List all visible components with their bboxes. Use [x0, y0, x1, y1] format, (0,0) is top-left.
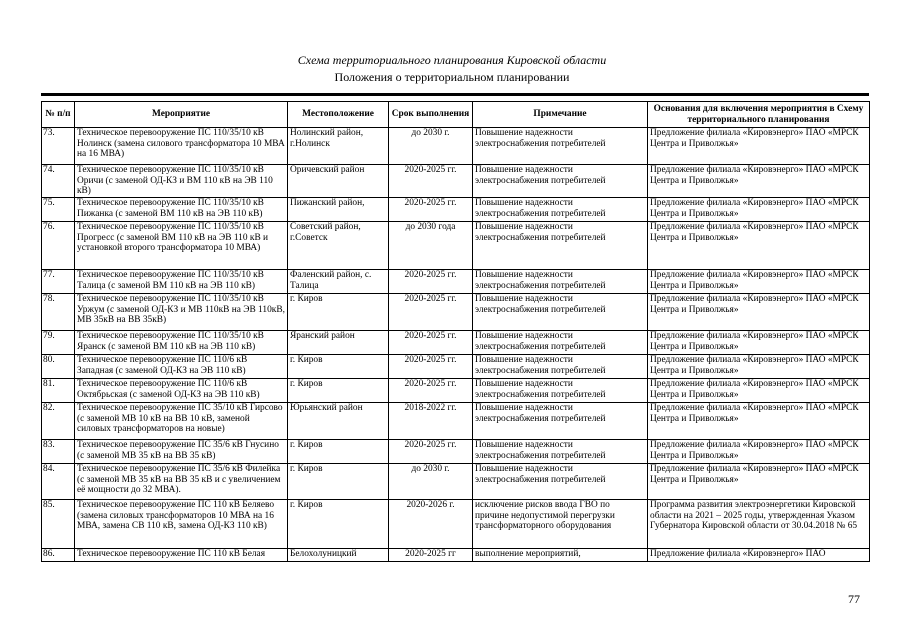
event-cell: Техническое перевооружение ПС 110/6 кВ Западная (с заменой ОД-КЗ на ЭВ 110 кВ) [75, 355, 288, 379]
row-number: 75. [42, 198, 75, 222]
event-cell: Техническое перевооружение ПС 110/35/10 кВ Пижанка (с заменой ВМ 110 кВ на ЭВ 110 кВ) [75, 198, 288, 222]
table-row [42, 128, 870, 165]
table-row [42, 331, 870, 355]
event-cell: Техническое перевооружение ПС 35/6 кВ Гнусино (с заменой МВ 35 кВ на ВВ 35 кВ) [75, 440, 288, 464]
term-cell: 2020-2025 гг. [389, 270, 473, 294]
location-cell: г. Киров [288, 379, 389, 403]
row-number: 81. [42, 379, 75, 403]
basis-cell: Предложение филиала «Кировэнерго» ПАО «МРСК Центра и Приволжья» [648, 403, 870, 440]
basis-cell: Программа развития электроэнергетики Кировской области на 2021 – 2025 годы, утвержденная Указом Губернатора Кировской области от 30.04.2018 № 65 [648, 500, 870, 549]
term-cell: 2020-2025 гг. [389, 198, 473, 222]
event-cell: Техническое перевооружение ПС 110/35/10 кВ Уржум (с заменой ОД-КЗ и МВ 110кВ на ЭВ 110кВ, МВ 35кВ на ВВ 35кВ) [75, 294, 288, 331]
table-row [42, 165, 870, 198]
term-cell: 2020-2025 гг. [389, 165, 473, 198]
event-cell: Техническое перевооружение ПС 110/35/10 кВ Талица (с заменой ВМ 110 кВ на ЭВ 110 кВ) [75, 270, 288, 294]
basis-cell: Предложение филиала «Кировэнерго» ПАО «МРСК Центра и Приволжья» [648, 222, 870, 270]
location-cell: Нолинский район, г.Нолинск [288, 128, 389, 165]
table-row [42, 403, 870, 440]
note-cell: Повышение надежности электроснабжения потребителей [473, 270, 648, 294]
row-number: 73. [42, 128, 75, 165]
term-cell: 2020-2025 гг [389, 549, 473, 562]
col-header-location: Местоположение [288, 102, 389, 128]
location-cell: Белохолуницкий [288, 549, 389, 562]
table-row [42, 500, 870, 549]
table-row [42, 222, 870, 270]
note-cell: Повышение надежности электроснабжения потребителей [473, 198, 648, 222]
location-cell: г. Киров [288, 464, 389, 500]
term-cell: 2020-2025 гг. [389, 331, 473, 355]
row-number: 78. [42, 294, 75, 331]
basis-cell: Предложение филиала «Кировэнерго» ПАО «МРСК Центра и Приволжья» [648, 464, 870, 500]
location-cell: г. Киров [288, 294, 389, 331]
term-cell: 2020-2026 г. [389, 500, 473, 549]
note-cell: Повышение надежности электроснабжения потребителей [473, 403, 648, 440]
location-cell: Пижанский район, [288, 198, 389, 222]
note-cell: Повышение надежности электроснабжения потребителей [473, 128, 648, 165]
location-cell: Яранский район [288, 331, 389, 355]
basis-cell: Предложение филиала «Кировэнерго» ПАО «МРСК Центра и Приволжья» [648, 355, 870, 379]
page-number: 77 [848, 592, 860, 606]
term-cell: 2020-2025 гг. [389, 379, 473, 403]
event-cell: Техническое перевооружение ПС 35/6 кВ Филейка (с заменой МВ 35 кВ на ВВ 35 кВ и с увеличением её мощности до 32 МВА). [75, 464, 288, 500]
basis-cell: Предложение филиала «Кировэнерго» ПАО «МРСК Центра и Приволжья» [648, 379, 870, 403]
table-row [42, 270, 870, 294]
row-number: 85. [42, 500, 75, 549]
basis-cell: Предложение филиала «Кировэнерго» ПАО «МРСК Центра и Приволжья» [648, 331, 870, 355]
col-header-number: № п/п [42, 102, 75, 128]
term-cell: до 2030 года [389, 222, 473, 270]
col-header-basis: Основания для включения мероприятия в Схему территориального планирования [648, 102, 870, 128]
event-cell: Техническое перевооружение ПС 110/35/10 кВ Оричи (с заменой ОД-КЗ и ВМ 110 кВ на ЭВ 110 кВ) [75, 165, 288, 198]
event-cell: Техническое перевооружение ПС 110 кВ Беляево (замена силовых трансформаторов 10 МВА на 16 МВА, замена СВ 110 кВ, замена ОД-КЗ 110 кВ) [75, 500, 288, 549]
location-cell: г. Киров [288, 355, 389, 379]
event-cell: Техническое перевооружение ПС 110/6 кВ Октябрьская (с заменой ОД-КЗ на ЭВ 110 кВ) [75, 379, 288, 403]
event-cell: Техническое перевооружение ПС 110/35/10 кВ Нолинск (замена силового трансформатора 10 МВА на 16 МВА) [75, 128, 288, 165]
note-cell: Повышение надежности электроснабжения потребителей [473, 222, 648, 270]
note-cell: Повышение надежности электроснабжения потребителей [473, 464, 648, 500]
note-cell: выполнение мероприятий, [473, 549, 648, 562]
event-cell: Техническое перевооружение ПС 110/35/10 кВ Прогресс (с заменой ВМ 110 кВ на ЭВ 110 кВ и установкой второго трансформатора 10 МВА) [75, 222, 288, 270]
header-rule [41, 93, 869, 96]
row-number: 77. [42, 270, 75, 294]
term-cell: 2018-2022 гг. [389, 403, 473, 440]
basis-cell: Предложение филиала «Кировэнерго» ПАО «МРСК Центра и Приволжья» [648, 270, 870, 294]
location-cell: г. Киров [288, 440, 389, 464]
row-number: 83. [42, 440, 75, 464]
note-cell: Повышение надежности электроснабжения потребителей [473, 294, 648, 331]
row-number: 86. [42, 549, 75, 562]
note-cell: Повышение надежности электроснабжения потребителей [473, 355, 648, 379]
location-cell: Юрьянский район [288, 403, 389, 440]
row-number: 82. [42, 403, 75, 440]
event-cell: Техническое перевооружение ПС 110 кВ Белая [75, 549, 288, 562]
note-cell: Повышение надежности электроснабжения потребителей [473, 440, 648, 464]
note-cell: Повышение надежности электроснабжения потребителей [473, 379, 648, 403]
basis-cell: Предложение филиала «Кировэнерго» ПАО «МРСК Центра и Приволжья» [648, 198, 870, 222]
basis-cell: Предложение филиала «Кировэнерго» ПАО «МРСК Центра и Приволжья» [648, 294, 870, 331]
row-number: 84. [42, 464, 75, 500]
event-cell: Техническое перевооружение ПС 110/35/10 кВ Яранск (с заменой ВМ 110 кВ на ЭВ 110 кВ) [75, 331, 288, 355]
note-cell: Повышение надежности электроснабжения потребителей [473, 331, 648, 355]
basis-cell: Предложение филиала «Кировэнерго» ПАО «МРСК Центра и Приволжья» [648, 165, 870, 198]
table-row [42, 294, 870, 331]
note-cell: Повышение надежности электроснабжения потребителей [473, 165, 648, 198]
term-cell: 2020-2025 гг. [389, 294, 473, 331]
location-cell: Оричевский район [288, 165, 389, 198]
document-subtitle: Положения о территориальном планировании [334, 70, 570, 84]
basis-cell: Предложение филиала «Кировэнерго» ПАО «МРСК Центра и Приволжья» [648, 440, 870, 464]
row-number: 74. [42, 165, 75, 198]
term-cell: до 2030 г. [389, 464, 473, 500]
table-row [42, 440, 870, 464]
table-row [42, 464, 870, 500]
row-number: 79. [42, 331, 75, 355]
row-number: 80. [42, 355, 75, 379]
basis-cell: Предложение филиала «Кировэнерго» ПАО «МРСК Центра и Приволжья» [648, 128, 870, 165]
location-cell: г. Киров [288, 500, 389, 549]
basis-cell: Предложение филиала «Кировэнерго» ПАО [648, 549, 870, 562]
col-header-term: Срок выполнения [389, 102, 473, 128]
table-row [42, 198, 870, 222]
col-header-event: Мероприятие [75, 102, 288, 128]
table-row [42, 549, 870, 562]
term-cell: 2020-2025 гг. [389, 355, 473, 379]
term-cell: 2020-2025 гг. [389, 440, 473, 464]
measures-table [41, 101, 870, 562]
col-header-note: Примечание [473, 102, 648, 128]
location-cell: Советский район, г.Советск [288, 222, 389, 270]
table-body [42, 128, 870, 562]
table-row [42, 355, 870, 379]
table-header-row [42, 102, 870, 128]
event-cell: Техническое перевооружение ПС 35/10 кВ Гирсово (с заменой МВ 10 кВ на ВВ 10 кВ, заменой силовых трансформаторов на новые) [75, 403, 288, 440]
location-cell: Фаленский район, с. Талица [288, 270, 389, 294]
table-row [42, 379, 870, 403]
term-cell: до 2030 г. [389, 128, 473, 165]
row-number: 76. [42, 222, 75, 270]
note-cell: исключение рисков ввода ГВО по причине недопустимой перегрузки трансформаторного оборудования [473, 500, 648, 549]
document-title: Схема территориального планирования Кировской области [297, 53, 607, 67]
